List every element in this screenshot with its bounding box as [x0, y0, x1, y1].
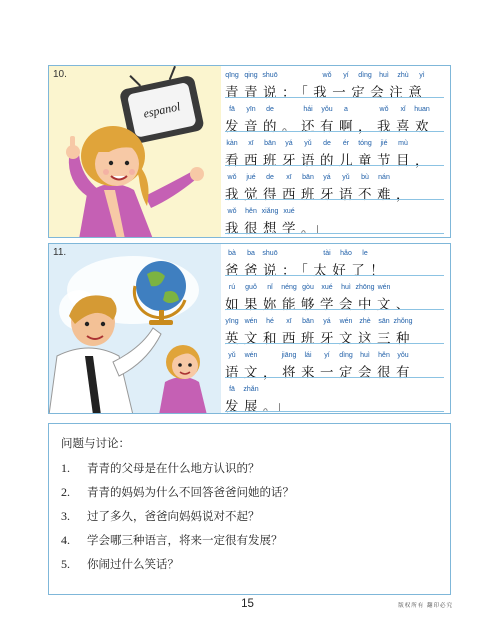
pinyin-syllable: shuō	[262, 250, 278, 257]
text-line	[225, 352, 446, 381]
pinyin-syllable: bān	[302, 174, 314, 181]
question-text: 青青的妈妈为什么不回答爸爸问她的话？	[87, 485, 294, 499]
pinyin-syllable: zhǒng	[393, 318, 413, 325]
pinyin-syllable: huì	[379, 72, 389, 79]
pinyin-syllable: yì	[419, 72, 425, 79]
line-underline	[225, 377, 444, 378]
pinyin-syllable: bù	[361, 174, 369, 181]
pinyin-syllable: yǔ	[342, 174, 350, 181]
pinyin-syllable: yǒu	[321, 106, 333, 113]
text-line	[225, 72, 446, 101]
pinyin-syllable: jiāng	[281, 352, 297, 359]
hanzi-line: 语文，将来一定会很有	[225, 365, 415, 381]
pinyin-syllable: yí	[343, 72, 349, 79]
question-number: 4.	[61, 533, 70, 547]
pinyin-row	[225, 140, 446, 149]
question-text: 青青的父母是在什么地方认识的？	[87, 461, 260, 475]
line-underline	[225, 131, 444, 132]
copyright-notice: 版权所有 翻印必究	[398, 603, 453, 609]
pinyin-syllable: yīn	[246, 106, 256, 113]
illustration-father-globe	[49, 244, 221, 413]
pinyin-row	[225, 72, 446, 81]
text-line	[225, 208, 446, 237]
hanzi-line: 看西班牙语的儿童节目，	[225, 153, 434, 169]
line-underline	[225, 165, 444, 166]
pinyin-syllable: de	[266, 174, 274, 181]
question-item	[61, 532, 283, 548]
pinyin-syllable: xué	[283, 208, 295, 215]
pinyin-row	[225, 352, 446, 361]
pinyin-syllable: hé	[266, 318, 274, 325]
text-line	[225, 318, 446, 347]
pinyin-syllable: huì	[341, 284, 351, 291]
questions-title: 问题与讨论：	[61, 436, 130, 450]
pinyin-syllable: zhè	[359, 318, 371, 325]
pinyin-row	[225, 208, 446, 217]
pinyin-syllable: yá	[323, 318, 331, 325]
pinyin-syllable: qīng	[225, 72, 239, 79]
pinyin-syllable: gòu	[302, 284, 314, 291]
pinyin-syllable: le	[362, 250, 368, 257]
page-number: 15	[241, 598, 254, 610]
pinyin-syllable: xué	[321, 284, 333, 291]
pinyin-syllable: jué	[246, 174, 256, 181]
line-underline	[225, 233, 444, 234]
pinyin-syllable: zhù	[397, 72, 409, 79]
pinyin-syllable: fā	[229, 386, 235, 393]
pinyin-syllable: dìng	[358, 72, 372, 79]
pinyin-syllable: ér	[342, 140, 350, 147]
pinyin-syllable: lái	[304, 352, 312, 359]
story-panel-11	[48, 243, 451, 414]
pinyin-syllable: yǔ	[228, 352, 236, 359]
text-line	[225, 140, 446, 169]
pinyin-syllable: xī	[286, 318, 292, 325]
pinyin-syllable: huì	[360, 352, 370, 359]
illustration-girl-tv	[49, 66, 221, 237]
hanzi-line: 如果妳能够学会中文、	[225, 297, 415, 313]
pinyin-syllable: zhōng	[355, 284, 375, 291]
pinyin-row	[225, 250, 446, 259]
pinyin-syllable: nán	[378, 174, 390, 181]
pinyin-syllable: guǒ	[245, 284, 257, 291]
pinyin-row	[225, 106, 446, 115]
pinyin-syllable: jié	[380, 140, 388, 147]
question-item	[61, 484, 294, 500]
question-number: 3.	[61, 509, 70, 523]
hanzi-line: 发音的。还有啊，我喜欢	[225, 119, 434, 135]
question-number: 1.	[61, 461, 70, 475]
line-underline	[225, 309, 444, 310]
pinyin-syllable: de	[266, 106, 274, 113]
pinyin-syllable: de	[323, 140, 331, 147]
panel-number: 10.	[53, 69, 67, 80]
pinyin-syllable: hái	[303, 106, 313, 113]
pinyin-syllable: ba	[247, 250, 255, 257]
question-number: 2.	[61, 485, 70, 499]
pinyin-syllable: wǒ	[227, 208, 237, 215]
pinyin-row	[225, 174, 446, 183]
line-underline	[225, 275, 444, 276]
pinyin-syllable: tóng	[358, 140, 372, 147]
question-item	[61, 556, 179, 572]
pinyin-row	[225, 284, 446, 293]
pinyin-syllable: xiǎng	[261, 208, 279, 215]
story-panel-10	[48, 65, 451, 238]
pinyin-syllable: xī	[286, 174, 292, 181]
pinyin-syllable: qing	[244, 72, 258, 79]
pinyin-syllable: yīng	[225, 318, 239, 325]
pinyin-syllable: kàn	[226, 140, 238, 147]
pinyin-syllable: wén	[244, 352, 258, 359]
question-item	[61, 508, 260, 524]
pinyin-syllable: hěn	[245, 208, 257, 215]
text-line	[225, 284, 446, 313]
line-underline	[225, 199, 444, 200]
line-underline	[225, 97, 444, 98]
tv-screen-text: espanol	[142, 99, 182, 121]
panel-number: 11.	[53, 247, 67, 258]
pinyin-syllable: yá	[285, 140, 293, 147]
girl-with-tv-illustration	[49, 66, 221, 237]
text-line	[225, 386, 446, 415]
pinyin-syllable: yá	[323, 174, 331, 181]
pinyin-syllable: wǒ	[379, 106, 389, 113]
pinyin-syllable: wén	[339, 318, 353, 325]
pinyin-syllable: rú	[228, 284, 236, 291]
hanzi-line: 英文和西班牙文这三种	[225, 331, 415, 347]
pinyin-syllable: wén	[244, 318, 258, 325]
line-underline	[225, 343, 444, 344]
pinyin-syllable: bān	[302, 318, 314, 325]
pinyin-syllable: yí	[324, 352, 330, 359]
hanzi-line: 爸爸说：「太好了！	[225, 263, 390, 279]
text-line	[225, 174, 446, 203]
pinyin-syllable: sān	[378, 318, 390, 325]
pinyin-syllable: bān	[264, 140, 276, 147]
pinyin-row	[225, 318, 446, 327]
pinyin-syllable: hěn	[378, 352, 390, 359]
pinyin-syllable: mù	[398, 140, 408, 147]
text-line	[225, 106, 446, 135]
pinyin-syllable: wǒ	[227, 174, 237, 181]
pinyin-syllable: a	[344, 106, 348, 113]
pinyin-syllable: wǒ	[322, 72, 332, 79]
pinyin-syllable: hǎo	[340, 250, 352, 257]
hanzi-line: 青青说：「我一定会注意	[225, 85, 428, 101]
text-line	[225, 250, 446, 279]
question-text: 过了多久，爸爸向妈妈说对不起？	[87, 509, 260, 523]
pinyin-syllable: néng	[281, 284, 297, 291]
pinyin-row	[225, 386, 446, 395]
question-text: 你闹过什么笑话？	[87, 557, 179, 571]
pinyin-syllable: xī	[248, 140, 254, 147]
pinyin-syllable: huan	[414, 106, 430, 113]
pinyin-syllable: yǔ	[304, 140, 312, 147]
pinyin-syllable: wén	[377, 284, 391, 291]
line-underline	[225, 411, 444, 412]
pinyin-syllable: zhǎn	[243, 386, 259, 393]
pinyin-syllable: dìng	[339, 352, 353, 359]
question-text: 学会哪三种语言，将来一定很有发展？	[87, 533, 283, 547]
pinyin-syllable: bà	[228, 250, 236, 257]
pinyin-syllable: nǐ	[267, 284, 273, 291]
hanzi-line: 我很想学。」	[225, 221, 333, 237]
hanzi-line: 我觉得西班牙语不难，	[225, 187, 415, 203]
pinyin-syllable: xǐ	[400, 106, 406, 113]
pinyin-syllable: tài	[323, 250, 331, 257]
hanzi-line: 发展。」	[225, 399, 295, 415]
pinyin-syllable: fā	[229, 106, 235, 113]
pinyin-syllable: yǒu	[397, 352, 409, 359]
father-daughter-globe-illustration	[49, 244, 221, 413]
pinyin-syllable: shuō	[262, 72, 278, 79]
question-number: 5.	[61, 557, 70, 571]
discussion-questions-box	[48, 423, 451, 595]
question-item	[61, 460, 260, 476]
